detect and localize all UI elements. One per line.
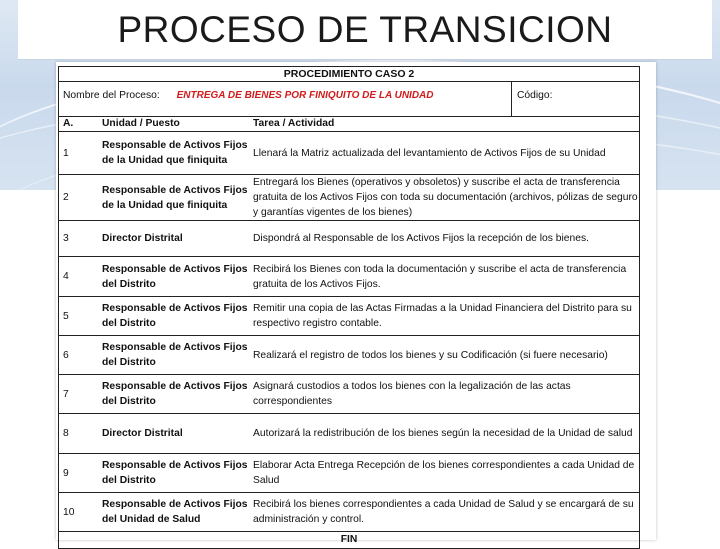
row-unit: Responsable de Activos Fijos del Distrito [102,303,248,329]
procedure-document [56,62,656,545]
row-unit: Director Distrital [102,428,183,439]
process-name-row [59,82,639,117]
table-row [59,257,639,297]
row-number: 7 [63,388,69,400]
procedure-title: PROCEDIMIENTO CASO 2 [59,67,639,82]
table-row [59,375,639,414]
table-row [59,175,639,221]
row-unit: Director Distrital [102,233,183,244]
row-unit: Responsable de Activos Fijos del Distrito [102,263,248,290]
table-row [59,454,639,493]
row-number: 1 [63,147,69,159]
column-header-number: A. [63,118,74,129]
row-number: 4 [63,271,69,282]
table-row [59,493,639,532]
row-task: Asignará custodios a todos los bienes con la legalización de las actas correspondientes [253,381,571,407]
row-number: 3 [63,233,69,244]
table-row [59,132,639,175]
row-unit: Responsable de Activos Fijos de la Unidad que finiquita [102,184,248,211]
row-unit: Responsable de Activos Fijos del Unidad de Salud [102,499,248,525]
row-task: Recibirá los Bienes con toda la documentación y suscribe el acta de transferencia gratuita de los Activos Fijos. [253,263,627,290]
table-header-row [59,117,639,132]
row-number: 8 [63,428,69,439]
row-task: Recibirá los bienes correspondientes a cada Unidad de Salud y se encargará de su administración y control. [253,499,634,525]
row-number: 5 [63,310,69,322]
column-header-task: Tarea / Actividad [253,118,335,129]
slide-title: PROCESO DE TRANSICION [18,0,712,60]
table-row [59,221,639,257]
row-task: Entregará los Bienes (operativos y obsoletos) y suscribe el acta de transferencia gratuita de los Activos Fijos con toda su documentación (archivos, pólizas de seguro y garantías vigentes de los bienes) [253,177,638,218]
row-task: Autorizará la redistribución de los bienes según la necesidad de la Unidad de salud [253,428,633,439]
title-divider [18,59,712,60]
row-unit: Responsable de Activos Fijos del Distrito [102,460,248,486]
row-task: Remitir una copia de las Actas Firmadas a la Unidad Financiera del Distrito para su respectivo registro contable. [253,303,632,329]
table-row [59,414,639,454]
row-unit: Responsable de Activos Fijos del Distrito [102,381,248,407]
row-number: 6 [63,349,69,361]
row-number: 9 [63,467,69,479]
row-task: Realizará el registro de todos los bienes y su Codificación (si fuere necesario) [253,349,608,361]
row-task: Elaborar Acta Entrega Recepción de los bienes correspondientes a cada Unidad de Salud [253,460,635,486]
row-number: 2 [63,192,69,203]
row-unit: Responsable de Activos Fijos de la Unidad que finiquita [102,140,248,166]
table-row [59,336,639,375]
table-row [59,297,639,336]
procedure-end-label: FIN [59,532,639,549]
row-task: Dispondrá al Responsable de los Activos Fijos la recepción de los bienes. [253,233,589,244]
process-name-value: ENTREGA DE BIENES POR FINIQUITO DE LA UNIDAD [176,90,434,101]
procedure-table [58,66,640,549]
row-number: 10 [63,506,75,518]
code-cell [512,82,639,116]
process-name-label: Nombre del Proceso: [63,90,160,101]
column-header-unit: Unidad / Puesto [102,118,180,129]
process-name-cell [59,82,512,116]
code-label: Código: [517,90,553,101]
row-task: Llenará la Matriz actualizada del levantamiento de Activos Fijos de su Unidad [253,147,606,159]
row-unit: Responsable de Activos Fijos del Distrito [102,342,248,368]
